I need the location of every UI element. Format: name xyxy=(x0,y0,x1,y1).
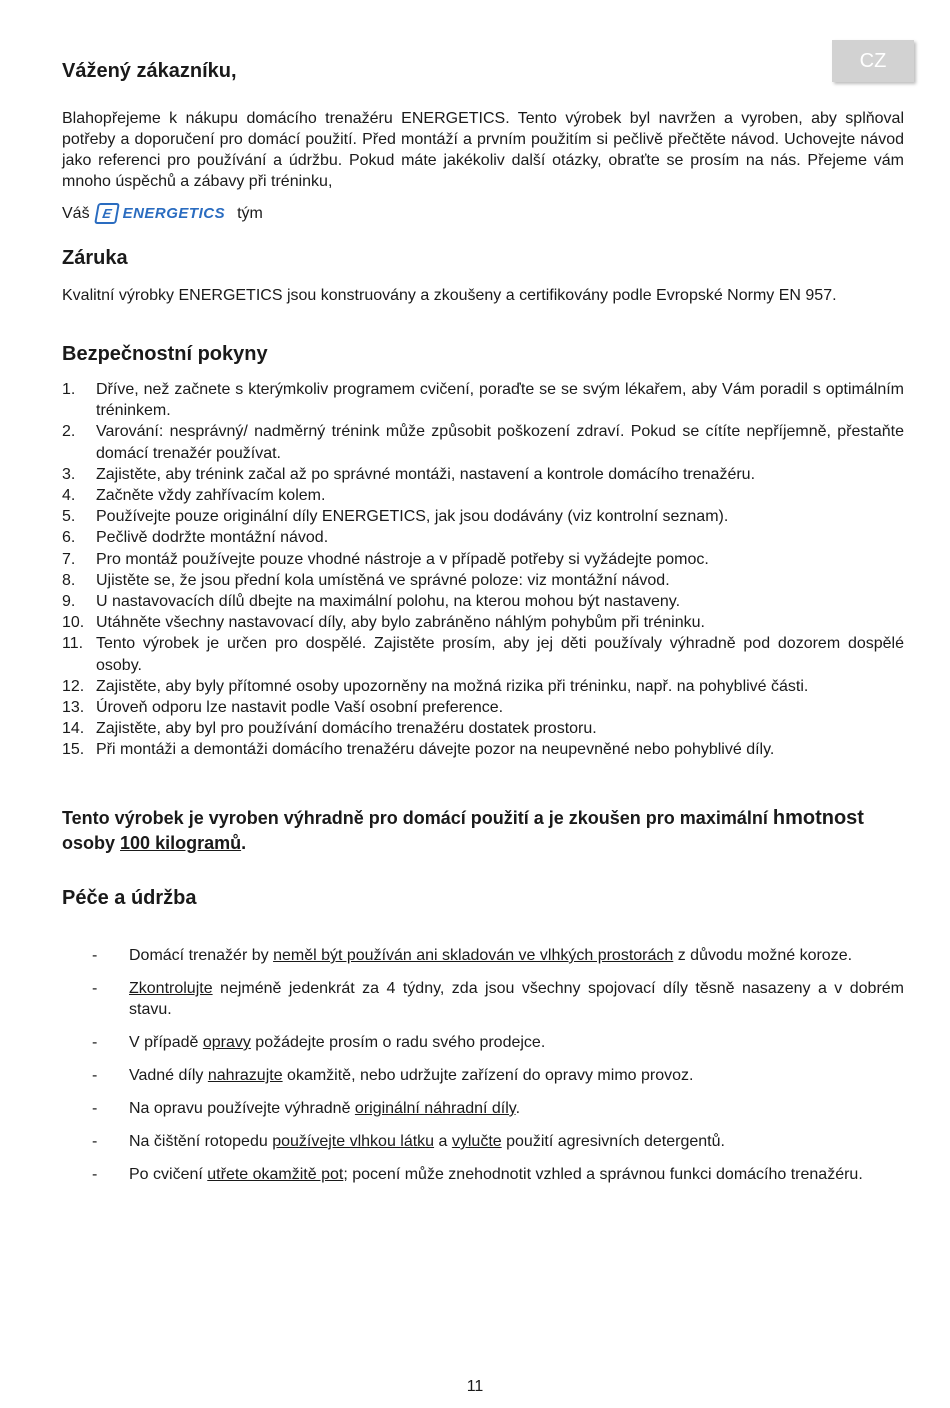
list-item-number: 5. xyxy=(62,508,76,526)
list-item xyxy=(62,379,904,421)
list-item-number: 9. xyxy=(62,593,76,611)
energetics-logo-icon: E xyxy=(94,203,120,224)
list-item-text: U nastavovacích dílů dbejte na maximální polohu, na kterou mohou být nastaveny. xyxy=(96,593,681,611)
list-item-text: Používejte pouze originální díly ENERGETICS, jak jsou dodávány (viz kontrolní seznam). xyxy=(96,508,729,526)
list-dash: - xyxy=(92,947,98,964)
max-weight-note-osoby: osoby xyxy=(62,833,116,853)
list-item-number: 15. xyxy=(62,741,85,759)
care-text-underlined: opravy xyxy=(202,1034,251,1051)
page-number: 11 xyxy=(466,1378,484,1395)
care-text-mid: a xyxy=(434,1133,452,1150)
list-item-text: Dříve, než začnete s kterýmkoliv programem cvičení, poraďte se se svým lékařem, aby Vám poradil s optimálním tréninkem. xyxy=(96,381,904,420)
list-item-text: Varování: nesprávný/ nadměrný trénink může způsobit poškození zdraví. Pokud se cítíte nepříjemně, přestaňte domácí trenažér používat. xyxy=(96,423,904,462)
care-text-underlined: utřete okamžitě pot xyxy=(207,1166,344,1183)
list-item xyxy=(62,718,904,739)
care-text-after: ; pocení může znehodnotit vzhled a správnou funkci domácího trenažéru. xyxy=(343,1166,863,1183)
list-item-number: 10. xyxy=(62,614,85,632)
greeting-heading: Vážený zákazníku, xyxy=(62,60,237,82)
signature-suffix: tým xyxy=(237,205,263,222)
warranty-heading: Záruka xyxy=(62,247,128,269)
care-text-underlined: Zkontrolujte xyxy=(129,980,213,997)
list-item-text: Úroveň odporu lze nastavit podle Vaší osobní preference. xyxy=(96,699,504,717)
list-item-text: Pečlivě dodržte montážní návod. xyxy=(96,529,329,547)
care-text-underlined: používejte vlhkou látku xyxy=(272,1133,435,1150)
list-item-text: Zajistěte, aby trénink začal až po správné montáži, nastavení a kontrole domácího trenažéru. xyxy=(96,465,756,483)
max-weight-value: 100 kilogramů xyxy=(120,833,242,853)
care-text-underlined-2: vylučte xyxy=(451,1133,502,1150)
list-item xyxy=(62,527,904,548)
energetics-logo-text: ENERGETICS xyxy=(122,205,226,222)
list-item-text: Zajistěte, aby byly přítomné osoby upozorněny na možná rizika při tréninku, např. na pohyblivé části. xyxy=(96,677,809,695)
care-text-before: V případě xyxy=(129,1034,203,1051)
list-item-number: 1. xyxy=(62,381,76,398)
list-item-number: 11. xyxy=(62,635,84,653)
list-item xyxy=(92,978,904,1020)
list-item xyxy=(62,485,904,506)
list-item xyxy=(62,676,904,697)
list-item xyxy=(62,739,904,760)
care-list xyxy=(92,945,904,1185)
list-item xyxy=(92,1032,904,1053)
care-text-before: Vadné díly xyxy=(129,1067,208,1084)
list-item xyxy=(62,549,904,570)
max-weight-note-text: Tento výrobek je vyroben výhradně pro domácí použití a je zkoušen pro maximální xyxy=(62,808,768,828)
list-item-number: 14. xyxy=(62,720,85,738)
max-weight-note-end: . xyxy=(241,833,247,853)
care-heading: Péče a údržba xyxy=(62,887,197,909)
safety-heading: Bezpečnostní pokyny xyxy=(62,343,268,365)
intro-paragraph: Blahopřejeme k nákupu domácího trenažéru ENERGETICS. Tento výrobek byl navržen a vyroben, aby splňoval potřeby a doporučení pro domácí použití. Před montáží a prvním použitím si pečlivě přečtěte návod. Uchovejte návod jako referenci pro používání a údržbu. Pokud máte jakékoliv další otázky, obraťte se prosím na nás. Přejeme vám mnoho úspěchů a zábavy při tréninku, xyxy=(62,110,904,190)
list-item xyxy=(62,506,904,527)
list-item xyxy=(92,945,904,966)
list-item xyxy=(62,612,904,633)
list-item-number: 7. xyxy=(62,550,76,568)
care-text-before: Po cvičení xyxy=(129,1166,208,1183)
care-text-after: . xyxy=(515,1100,521,1117)
list-item-number: 6. xyxy=(62,529,76,547)
list-dash: - xyxy=(92,1133,98,1150)
list-dash: - xyxy=(92,1166,98,1183)
list-item-number: 12. xyxy=(62,677,85,695)
care-text-after: použití agresivních detergentů. xyxy=(501,1133,725,1150)
care-text-before: Domácí trenažér by xyxy=(129,947,274,964)
list-item xyxy=(92,1164,904,1185)
care-text-underlined: originální náhradní díly xyxy=(354,1100,516,1117)
safety-list xyxy=(62,379,904,761)
warranty-paragraph: Kvalitní výrobky ENERGETICS jsou konstruovány a zkoušeny a certifikovány podle Evropské Normy EN 957. xyxy=(62,287,837,304)
list-item xyxy=(62,421,904,463)
max-weight-note xyxy=(62,806,904,856)
list-item xyxy=(92,1131,904,1152)
max-weight-note-hmotnost: hmotnost xyxy=(772,807,864,829)
care-text-after: z důvodu možné koroze. xyxy=(673,947,853,964)
signature-prefix: Váš xyxy=(62,205,90,222)
list-dash: - xyxy=(92,1067,98,1084)
care-text-underlined: nahrazujte xyxy=(207,1067,283,1084)
list-item-number: 4. xyxy=(62,487,76,505)
care-text-after: nejméně jedenkrát za 4 týdny, zda jsou všechny spojovací díly těsně nasazeny a v dobrém stavu. xyxy=(129,980,904,1018)
list-item-number: 13. xyxy=(62,699,85,717)
care-text-after: požádejte prosím o radu svého prodejce. xyxy=(250,1034,546,1051)
list-item-number: 8. xyxy=(62,571,76,589)
language-badge: CZ xyxy=(832,40,914,82)
list-item xyxy=(62,464,904,485)
energetics-logo xyxy=(96,203,226,224)
list-item-text: Pro montáž používejte pouze vhodné nástroje a v případě potřeby si vyžádejte pomoc. xyxy=(96,550,709,568)
list-item xyxy=(62,633,904,675)
care-text-before: Na čištění rotopedu xyxy=(129,1133,273,1150)
list-item xyxy=(62,591,904,612)
list-item-text: Zajistěte, aby byl pro používání domácího trenažéru dostatek prostoru. xyxy=(96,720,597,738)
care-text-underlined: neměl být používán ani skladován ve vlhkých prostorách xyxy=(273,947,674,964)
list-item xyxy=(62,697,904,718)
list-item xyxy=(62,570,904,591)
list-item xyxy=(92,1098,904,1119)
list-dash: - xyxy=(92,980,98,997)
list-item-number: 3. xyxy=(62,465,76,483)
list-item-text: Utáhněte všechny nastavovací díly, aby bylo zabráněno náhlým pohybům při tréninku. xyxy=(96,614,705,632)
list-item-text: Začněte vždy zahřívacím kolem. xyxy=(96,487,326,505)
list-dash: - xyxy=(92,1100,98,1117)
list-item xyxy=(92,1065,904,1086)
list-item-text: Ujistěte se, že jsou přední kola umístěná ve správné poloze: viz montážní návod. xyxy=(96,571,670,589)
list-item-number: 2. xyxy=(62,423,76,441)
care-text-after: okamžitě, nebo udržujte zařízení do opravy mimo provoz. xyxy=(282,1067,694,1084)
care-text-before: Na opravu používejte výhradně xyxy=(129,1100,355,1117)
list-item-text: Tento výrobek je určen pro dospělé. Zajistěte prosím, aby jej děti používaly výhradně pod dozorem dospělé osoby. xyxy=(96,635,904,674)
signature-line xyxy=(62,203,263,224)
list-item-text: Při montáži a demontáži domácího trenažéru dávejte pozor na neupevněné nebo pohyblivé díly. xyxy=(96,741,775,759)
list-dash: - xyxy=(92,1034,98,1051)
